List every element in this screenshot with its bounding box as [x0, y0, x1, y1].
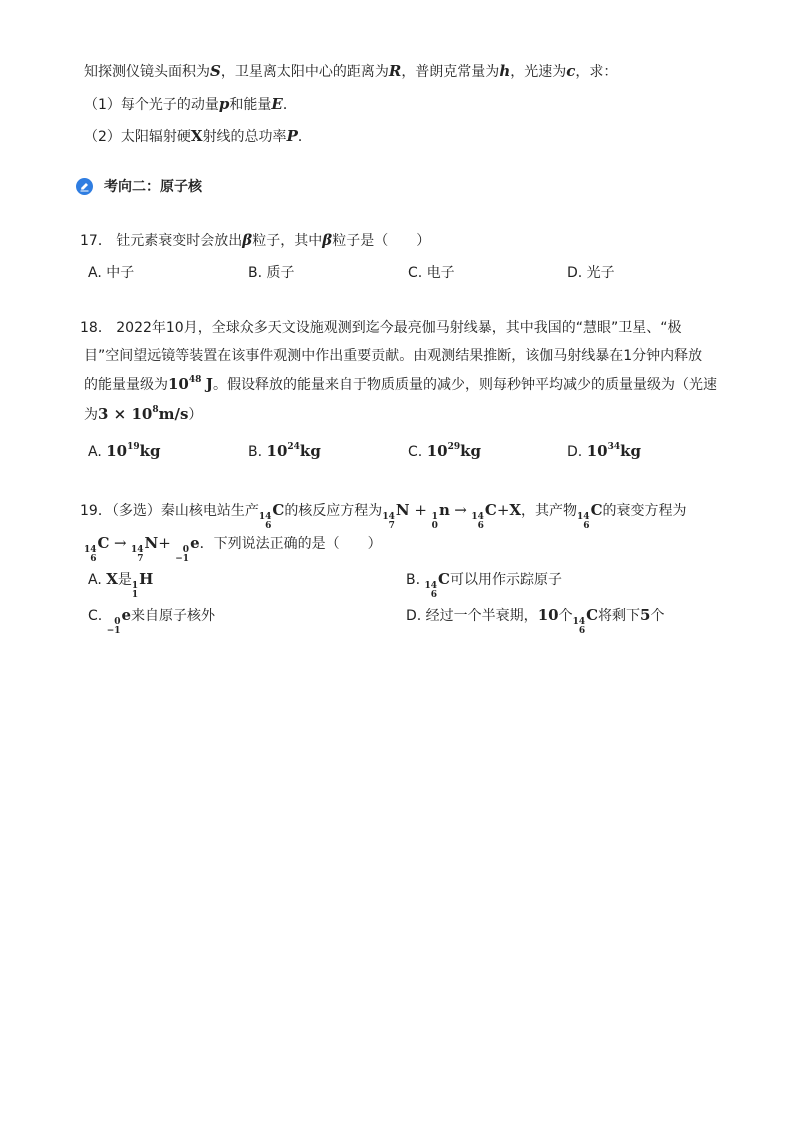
- option-label: B.: [406, 572, 425, 588]
- element-symbol: C: [484, 501, 497, 519]
- q18-option-c[interactable]: [408, 441, 481, 462]
- question-17-stem: [80, 230, 430, 251]
- operator: +: [496, 501, 510, 519]
- isotope-c14: 14 6: [577, 512, 590, 531]
- stem-text: 的衰变方程为: [602, 503, 687, 519]
- question-18-line3: [84, 374, 717, 395]
- element-symbol: C: [586, 606, 599, 624]
- var-beta: β: [322, 231, 333, 249]
- stem-text: ，其产物: [521, 503, 578, 519]
- element-symbol: N: [395, 501, 410, 519]
- var-beta: β: [242, 231, 253, 249]
- sub-question-text: 射线的总功率: [202, 129, 287, 145]
- stem-text: 为: [84, 407, 98, 423]
- isotope-c14: 14 6: [471, 512, 484, 531]
- isotope-neutron: 1 0: [431, 512, 438, 531]
- mass-base: 10: [106, 442, 128, 460]
- element-symbol: e: [190, 534, 200, 552]
- option-label: C.: [408, 444, 427, 460]
- speed-unit: m/s: [158, 405, 189, 423]
- q17-option-c[interactable]: C. 电子: [408, 265, 455, 281]
- isotope-c14: 14 6: [572, 617, 586, 636]
- option-text: 个: [558, 608, 573, 624]
- count-value: 10: [537, 606, 559, 624]
- intro-text: ，卫星离太阳中心的距离为: [220, 64, 389, 80]
- element-symbol: e: [121, 606, 132, 624]
- mass-exponent: 29: [447, 442, 461, 452]
- operator: +: [158, 534, 171, 552]
- var-P: P: [286, 127, 298, 145]
- question-18-line4: [84, 404, 202, 425]
- question-18-line1: 18． 2022年10月，全球众多天文设施观测到迄今最亮伽马射线暴，其中我国的“慧眼”卫星、“极: [80, 320, 682, 336]
- arrow: →: [454, 501, 467, 519]
- element-symbol: X: [106, 570, 118, 588]
- option-text: 可以用作示踪原子: [450, 572, 562, 588]
- option-text: 个: [650, 608, 665, 624]
- element-symbol: n: [438, 501, 450, 519]
- intro-text: ，普朗克常量为: [401, 64, 500, 80]
- isotope-c14: 14 6: [424, 581, 438, 600]
- mass-exponent: 34: [607, 442, 621, 452]
- var-h: h: [499, 62, 511, 80]
- option-text: 来自原子核外: [131, 608, 216, 624]
- energy-exponent: 48: [188, 375, 202, 385]
- pencil-icon: [76, 178, 93, 195]
- question-19-line1: [80, 500, 687, 531]
- var-R: R: [388, 62, 402, 80]
- element-symbol: H: [139, 570, 154, 588]
- intro-line: [84, 61, 617, 82]
- sub-question-text: （1）每个光子的动量: [84, 97, 219, 113]
- option-label: D.: [567, 444, 587, 460]
- intro-text: 知探测仪镜头面积为: [84, 64, 210, 80]
- stem-text: 19．（多选）秦山核电站生产: [80, 503, 259, 519]
- count-value: 5: [640, 606, 651, 624]
- sub-question-text: （2）太阳辐射硬: [84, 129, 191, 145]
- mass-base: 10: [426, 442, 448, 460]
- option-label: A.: [88, 572, 107, 588]
- option-label: C.: [88, 608, 107, 624]
- mass-unit: kg: [139, 442, 161, 460]
- q18-option-b[interactable]: [248, 441, 321, 462]
- sub-question-text: ．: [282, 97, 297, 113]
- element-symbol: C: [272, 501, 285, 519]
- q18-option-d[interactable]: [567, 441, 641, 462]
- stem-text: 粒子是（ ）: [332, 233, 431, 249]
- mass-unit: kg: [620, 442, 641, 460]
- option-text: D. 经过一个半衰期，: [406, 608, 538, 624]
- mass-unit: kg: [299, 442, 321, 460]
- stem-text: ．下列说法正确的是（ ）: [199, 536, 382, 552]
- intro-text: ，光速为: [510, 64, 567, 80]
- isotope-electron: 0 −1: [175, 545, 190, 564]
- var-c: c: [566, 62, 576, 80]
- element-symbol: C: [438, 570, 450, 588]
- speed-value: 3 × 10: [98, 405, 153, 423]
- mass-exponent: 19: [127, 442, 140, 452]
- stem-text: 的能量量级为: [84, 377, 168, 393]
- element-symbol: N: [144, 534, 159, 552]
- stem-text: 。假设释放的能量来自于物质质量的减少，则每秒钟平均减少的质量量级为（光速: [212, 377, 717, 393]
- isotope-n14: 14 7: [130, 545, 144, 564]
- q19-option-d[interactable]: [406, 605, 664, 636]
- sub-question-2: [84, 126, 312, 147]
- option-label: A.: [88, 444, 107, 460]
- isotope-c14: 14 6: [84, 545, 97, 564]
- sub-question-text: ．: [297, 129, 312, 145]
- stem-text: 的核反应方程为: [284, 503, 383, 519]
- sub-question-text: 和能量: [229, 97, 272, 113]
- var-E: E: [271, 95, 283, 113]
- mass-exponent: 24: [287, 442, 300, 452]
- stem-text: 17． 钍元素衰变时会放出: [80, 233, 243, 249]
- isotope-electron: 0 −1: [106, 617, 121, 636]
- intro-text: ，求：: [575, 64, 618, 80]
- q19-option-a[interactable]: [88, 569, 153, 600]
- var-p: p: [218, 95, 230, 113]
- q17-option-d[interactable]: D. 光子: [567, 265, 615, 281]
- arrow: →: [113, 534, 127, 552]
- q17-option-a[interactable]: A. 中子: [88, 265, 135, 281]
- mass-unit: kg: [460, 442, 481, 460]
- q19-option-c[interactable]: [88, 605, 215, 636]
- mass-base: 10: [266, 442, 288, 460]
- operator: +: [409, 501, 432, 519]
- q18-option-a[interactable]: [88, 441, 161, 462]
- energy-unit: J: [205, 375, 213, 393]
- stem-text: 粒子，其中: [252, 233, 323, 249]
- mass-base: 10: [586, 442, 608, 460]
- isotope-n14: 14 7: [382, 512, 395, 531]
- isotope-c14: 14 6: [258, 512, 272, 531]
- question-18-line2: 目”空间望远镜等装置在该事件观测中作出重要贡献。由观测结果推断，该伽马射线暴在1分钟内释放: [84, 348, 703, 364]
- var-S: S: [210, 62, 221, 80]
- isotope-h1: 1 1: [131, 581, 139, 600]
- element-symbol: X: [509, 501, 522, 519]
- element-symbol: C: [590, 501, 603, 519]
- stem-text: ）: [188, 407, 203, 423]
- question-19-line2: [84, 533, 382, 564]
- speed-exponent: 8: [152, 405, 159, 415]
- option-text: 将剩下: [598, 608, 641, 624]
- sub-question-1: [84, 94, 297, 115]
- element-symbol: C: [97, 534, 110, 552]
- option-text: 是: [117, 572, 132, 588]
- energy-base: 10: [168, 375, 189, 393]
- q17-option-b[interactable]: B. 质子: [248, 265, 295, 281]
- var-X: X: [190, 127, 203, 145]
- q19-option-b[interactable]: [406, 569, 562, 600]
- option-label: B.: [248, 444, 267, 460]
- section-title: 考向二：原子核: [104, 179, 202, 195]
